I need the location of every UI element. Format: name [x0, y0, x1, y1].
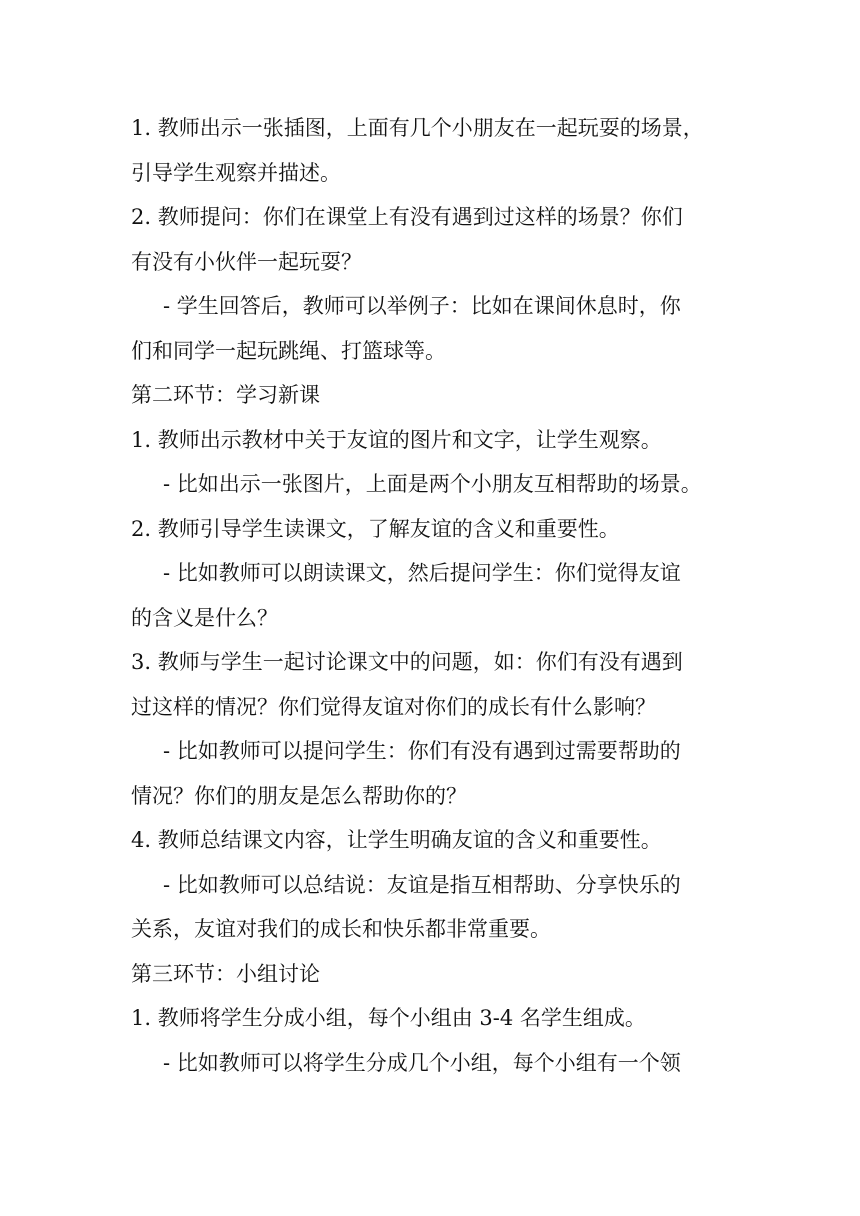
text-line: 过这样的情况？你们觉得友谊对你们的成长有什么影响？	[131, 694, 656, 719]
section-heading: 第三环节：小组讨论	[131, 961, 320, 986]
text-line: - 比如教师可以提问学生：你们有没有遇到过需要帮助的	[163, 739, 681, 763]
text-line: 引导学生观察并描述。	[131, 160, 341, 185]
text-line: 1. 教师将学生分成小组，每个小组由 3-4 名学生组成。	[131, 1006, 646, 1030]
text-line: - 比如教师可以总结说：友谊是指互相帮助、分享快乐的	[163, 872, 681, 897]
text-line: - 学生回答后，教师可以举例子：比如在课间休息时，你	[163, 294, 681, 318]
text-line: 关系，友谊对我们的成长和快乐都非常重要。	[131, 917, 551, 941]
text-line: 们和同学一起玩跳绳、打篮球等。	[131, 338, 446, 363]
text-line: 1. 教师出示教材中关于友谊的图片和文字，让学生观察。	[131, 427, 662, 452]
text-line: - 比如教师可以朗读课文，然后提问学生：你们觉得友谊	[163, 561, 681, 585]
text-line: 2. 教师提问：你们在课堂上有没有遇到过这样的场景？你们	[131, 205, 683, 229]
text-line: 2. 教师引导学生读课文，了解友谊的含义和重要性。	[131, 516, 620, 541]
text-line: - 比如出示一张图片，上面是两个小朋友互相帮助的场景。	[163, 472, 702, 496]
text-line: 情况？你们的朋友是怎么帮助你的？	[131, 783, 467, 808]
text-line: 4. 教师总结课文内容，让学生明确友谊的含义和重要性。	[131, 828, 662, 852]
text-line: 1. 教师出示一张插图，上面有几个小朋友在一起玩耍的场景，	[131, 116, 704, 140]
section-heading: 第二环节：学习新课	[131, 383, 320, 407]
text-line: 的含义是什么？	[131, 605, 278, 630]
text-line: 有没有小伙伴一起玩耍？	[131, 249, 362, 274]
text-line: 3. 教师与学生一起讨论课文中的问题，如：你们有没有遇到	[131, 650, 683, 674]
document-body	[131, 106, 751, 1085]
text-line: - 比如教师可以将学生分成几个小组，每个小组有一个领	[163, 1050, 681, 1075]
